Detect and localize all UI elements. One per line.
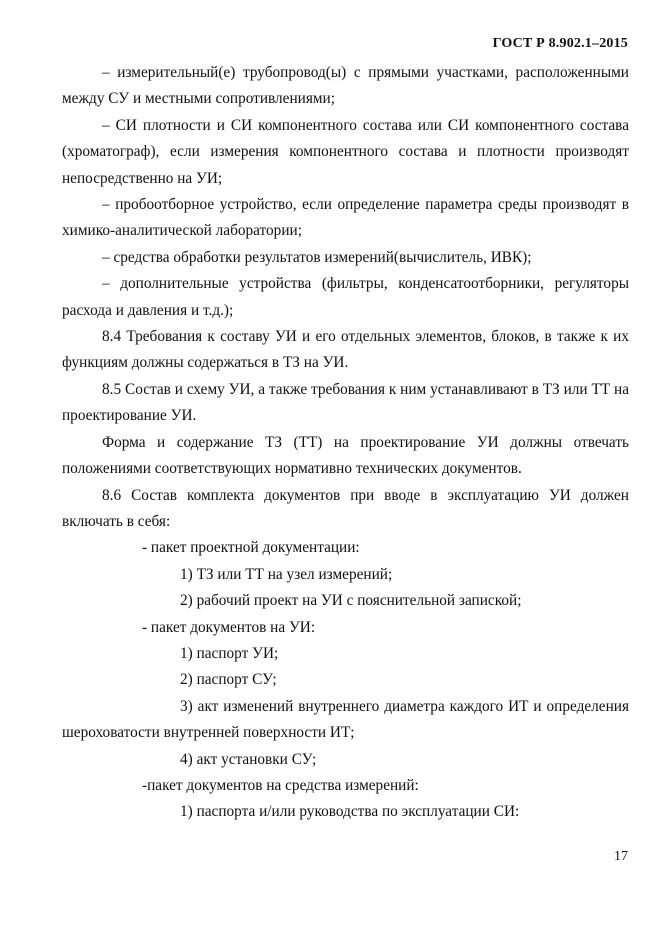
page-number: 17 — [614, 849, 628, 864]
paragraph-additional-devices: – дополнительные устройства (фильтры, конденсатоотборники, регуляторы расхода и давления и т.д.); — [62, 275, 629, 319]
paragraph-pipeline: – измерительный(е) трубопровод(ы) с прямыми участками, расположенными между СУ и местными сопротивлениями; — [62, 64, 629, 108]
list-item: 1) паспорт УИ; — [180, 644, 279, 662]
list-group-ui-docs: - пакет документов на УИ: — [142, 618, 316, 636]
list-group-instrument-docs: -пакет документов на средства измерений: — [142, 776, 419, 794]
list-item: 1) паспорта и/или руководства по эксплуатации СИ: — [180, 803, 520, 821]
paragraph-processing-means: – средства обработки результатов измерений(вычислитель, ИВК); — [102, 248, 532, 266]
list-group-project-docs: - пакет проектной документации: — [142, 539, 360, 557]
standard-header: ГОСТ Р 8.902.1–2015 — [492, 36, 628, 51]
list-item: 2) паспорт СУ; — [180, 671, 277, 689]
list-item: 4) акт установки СУ; — [180, 750, 317, 768]
paragraph-sampling-device: – пробоотборное устройство, если определение параметра среды производят в химико-аналитической лаборатории; — [62, 196, 629, 240]
paragraph-8-4: 8.4 Требования к составу УИ и его отдельных элементов, блоков, в также к их функциям должны содержаться в ТЗ на УИ. — [62, 328, 629, 372]
list-item: 1) ТЗ или ТТ на узел измерений; — [180, 565, 393, 583]
paragraph-8-5: 8.5 Состав и схему УИ, а также требования к ним устанавливают в ТЗ или ТТ на проектирование УИ. — [62, 380, 629, 425]
paragraph-density-instruments: – СИ плотности и СИ компонентного состава или СИ компонентного состава (хроматограф), если измерения компонентного состава и плотности производят непосредственно на УИ; — [62, 116, 629, 187]
paragraph-8-6: 8.6 Состав комплекта документов при вводе в эксплуатацию УИ должен включать в себя: — [62, 486, 629, 530]
document-body — [62, 60, 629, 826]
list-item: 2) рабочий проект на УИ с пояснительной запиской; — [180, 592, 522, 610]
list-item: 3) акт изменений внутреннего диаметра каждого ИТ и определения шероховатости внутренней поверхности ИТ; — [62, 697, 629, 742]
paragraph-form-content: Форма и содержание ТЗ (ТТ) на проектирование УИ должны отвечать положениями соответствующих нормативно технических документов. — [62, 433, 629, 478]
